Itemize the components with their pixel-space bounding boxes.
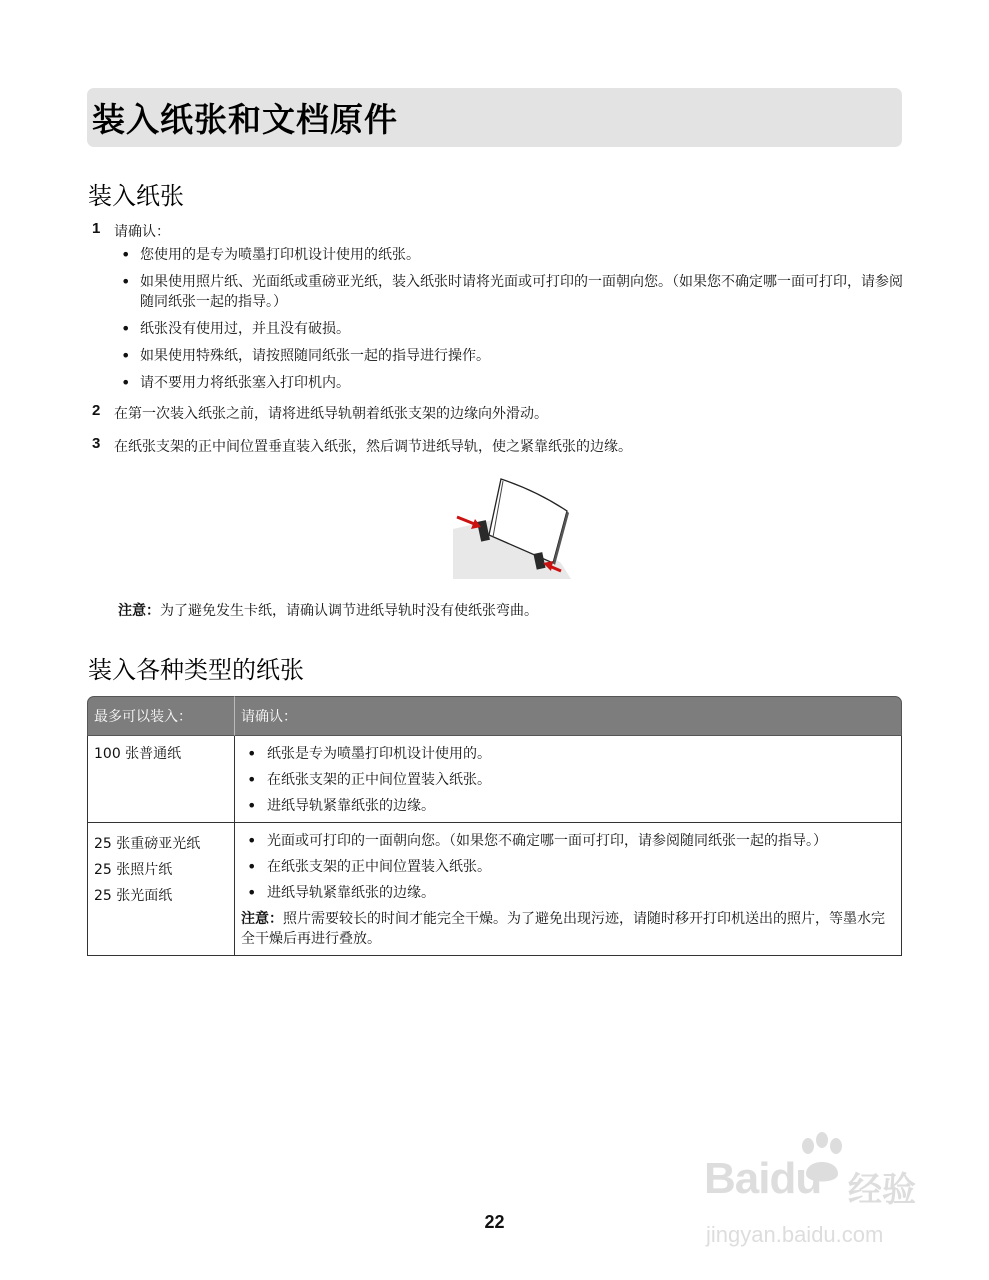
list-item: • 进纸导轨紧靠纸张的边缘。 <box>241 796 895 816</box>
watermark-brand: Baidu <box>704 1154 822 1203</box>
note-text: 为了避免发生卡纸，请确认调节进纸导轨时没有使纸张弯曲。 <box>160 603 538 619</box>
step-number: 1 <box>92 220 101 237</box>
quantity-line: 100 张普通纸 <box>94 746 182 762</box>
section-heading-paper-types: 装入各种类型的纸张 <box>88 656 304 684</box>
note <box>118 600 538 620</box>
list-item: • 纸张没有使用过，并且没有破损。 <box>118 319 908 339</box>
list-item: • 光面或可打印的一面朝向您。（如果您不确定哪一面可打印，请参阅随同纸张一起的指导。） <box>241 831 895 851</box>
column-header: 请确认： <box>235 696 902 736</box>
list-item: • 在纸张支架的正中间位置装入纸张。 <box>241 770 895 790</box>
section-heading-load-paper: 装入纸张 <box>88 182 184 210</box>
quantity-line: 25 张光面纸 <box>94 888 173 904</box>
step-text: 在纸张支架的正中间位置垂直装入纸张，然后调节进纸导轨，使之紧靠纸张的边缘。 <box>114 439 632 455</box>
step-number: 2 <box>92 402 101 419</box>
list-item: • 请不要用力将纸张塞入打印机内。 <box>118 373 908 393</box>
quantity-line: 25 张重磅亚光纸 <box>94 836 201 852</box>
quantity-cell <box>87 823 235 956</box>
table-row <box>87 736 902 823</box>
watermark-cn: 经验 <box>848 1170 916 1210</box>
column-header: 最多可以装入： <box>87 696 235 736</box>
note-text: 照片需要较长的时间才能完全干燥。为了避免出现污迹，请随时移开打印机送出的照片，等墨水完全干燥后再进行叠放。 <box>241 911 885 947</box>
note-label: 注意： <box>241 911 283 927</box>
table-checklist <box>241 744 895 816</box>
list-item: • 如果使用特殊纸，请按照随同纸张一起的指导进行操作。 <box>118 346 908 366</box>
table-header-row <box>87 696 902 736</box>
list-item: • 如果使用照片纸、光面纸或重磅亚光纸，装入纸张时请将光面或可打印的一面朝向您。（如果您不确定哪一面可打印，请参阅随同纸张一起的指导。） <box>118 272 908 312</box>
table-checklist <box>241 831 895 903</box>
note-label: 注意： <box>118 603 160 619</box>
list-item: • 进纸导轨紧靠纸张的边缘。 <box>241 883 895 903</box>
paper-loading-illustration <box>453 467 571 579</box>
list-item: • 纸张是专为喷墨打印机设计使用的。 <box>241 744 895 764</box>
table-row <box>87 823 902 956</box>
checklist <box>118 245 908 393</box>
step-text: 在第一次装入纸张之前，请将进纸导轨朝着纸张支架的边缘向外滑动。 <box>114 406 548 422</box>
list-item: • 您使用的是专为喷墨打印机设计使用的纸张。 <box>118 245 908 265</box>
step-number: 3 <box>92 435 101 452</box>
table-note <box>241 909 895 949</box>
list-item: • 在纸张支架的正中间位置装入纸张。 <box>241 857 895 877</box>
quantity-line: 25 张照片纸 <box>94 862 173 878</box>
title-bar <box>87 88 902 147</box>
page-title: 装入纸张和文档原件 <box>92 100 398 139</box>
quantity-cell <box>87 736 235 823</box>
checklist-cell <box>235 736 902 823</box>
watermark <box>700 1130 940 1260</box>
paper-types-table <box>87 696 902 956</box>
watermark-url: jingyan.baidu.com <box>706 1222 884 1247</box>
page-number: 22 <box>484 1212 505 1232</box>
step-text: 请确认： <box>114 224 170 240</box>
checklist-cell <box>235 823 902 956</box>
